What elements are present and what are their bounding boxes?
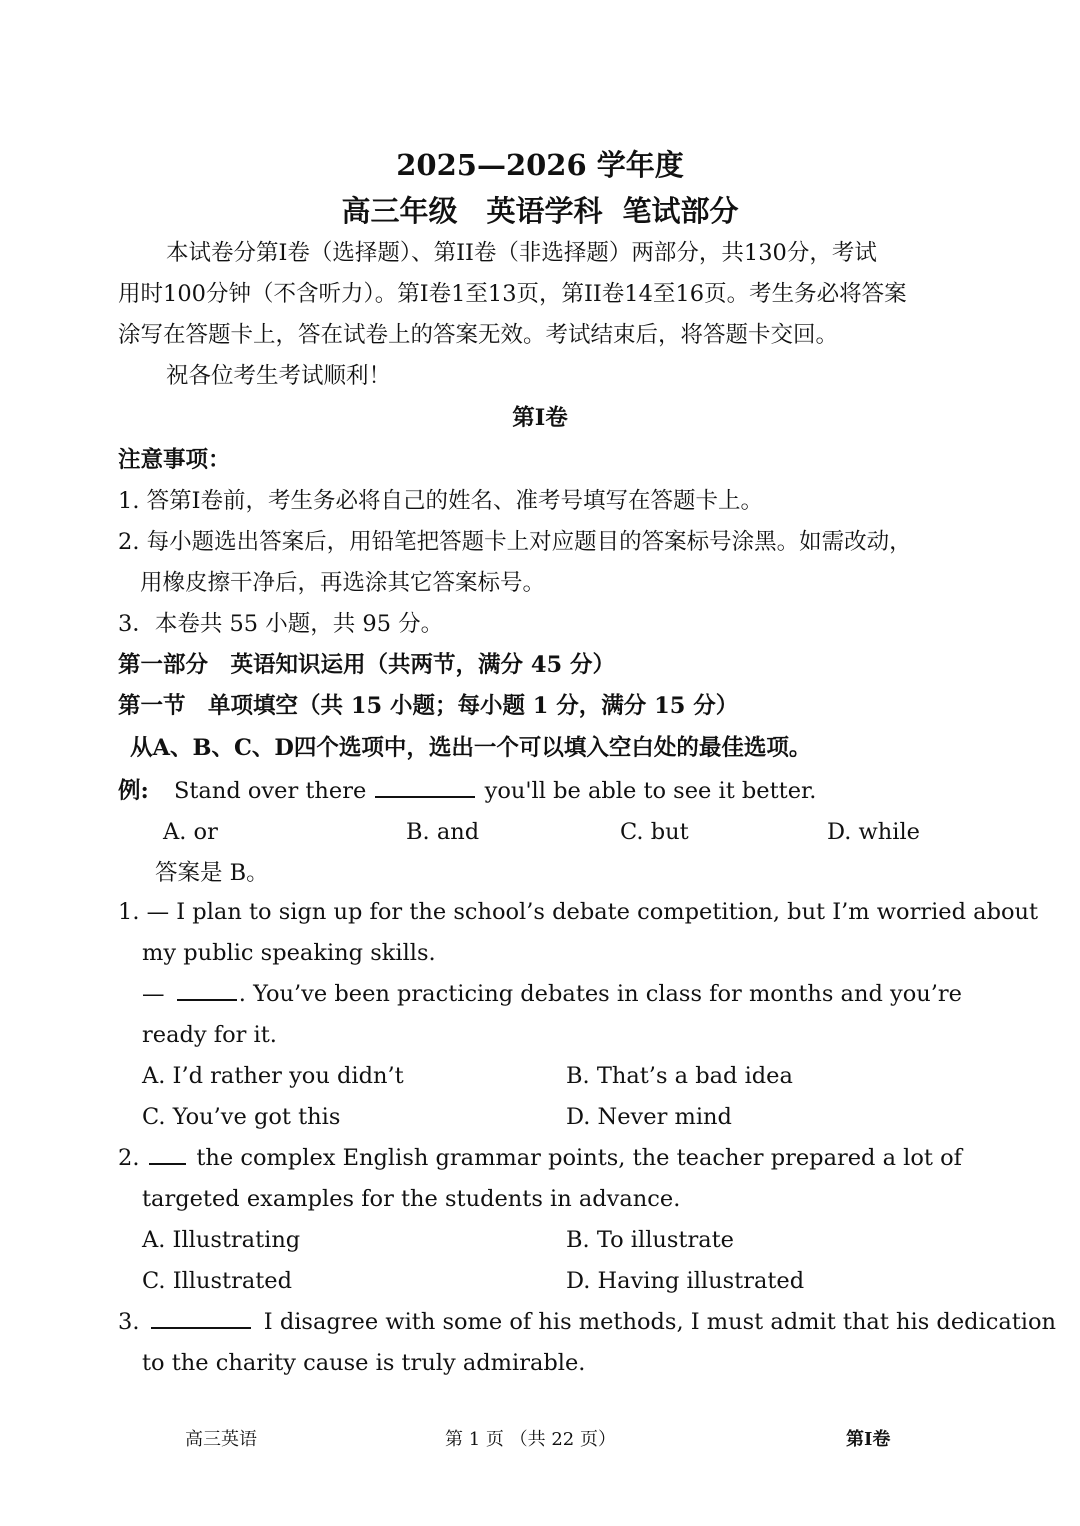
intro-line-2: 用时100分钟（不含听力）。第I卷1至13页，第II卷14至16页。考生务必将答案 [118,281,907,307]
section-heading: 第I卷 [512,405,568,431]
question-2-line-1 [118,1143,962,1173]
question-2-option-a: A. Illustrating [142,1227,301,1253]
question-1-line-3-text: . You’ve been practicing debates in class for months and you’re [238,981,962,1007]
title-year: 2025—2026 学年度 [396,148,684,182]
question-1-blank [177,981,237,1001]
example-option-a: A. or [163,819,218,845]
question-3-line-2: to the charity cause is truly admirable. [142,1350,586,1376]
part1-heading: 第一部分 英语知识运用（共两节，满分 45 分） [118,652,615,678]
intro-line-1: 本试卷分第I卷（选择题）、第II卷（非选择题）两部分，共130分，考试 [166,240,877,266]
title-subject: 高三年级 英语学科 笔试部分 [341,194,739,228]
question-3-number: 3. [118,1309,140,1335]
intro-line-4: 祝各位考生考试顺利！ [166,363,392,389]
question-1-option-d: D. Never mind [566,1104,732,1130]
question-3-line-1 [118,1307,1056,1337]
question-2-option-d: D. Having illustrated [566,1268,805,1294]
question-2-option-c: C. Illustrated [142,1268,293,1294]
example-text-before: Stand over there [173,778,367,804]
question-2-blank [149,1145,186,1165]
part1-section1-heading: 第一节 单项填空（共 15 小题；每小题 1 分，满分 15 分） [118,693,739,719]
example-blank [375,778,475,798]
intro-line-3: 涂写在答题卡上，答在试卷上的答案无效。考试结束后，将答题卡交回。 [118,322,839,348]
example-line [118,776,816,806]
question-2-option-b: B. To illustrate [566,1227,734,1253]
notes-item-2-line-2: 用橡皮擦干净后，再选涂其它答案标号。 [140,570,546,596]
question-1-dash: — [142,981,165,1007]
part1-instruction: 从A、B、C、D四个选项中，选出一个可以填入空白处的最佳选项。 [130,735,812,761]
example-text-after: you'll be able to see it better. [484,778,817,804]
question-1-line-3 [142,979,962,1009]
question-1-line-2: my public speaking skills. [142,940,436,966]
question-3-blank [151,1309,251,1329]
question-1-option-b: B. That’s a bad idea [566,1063,793,1089]
question-2-number: 2. [118,1145,140,1171]
footer-right: 第I卷 [846,1429,891,1450]
question-1-option-c: C. You’ve got this [142,1104,341,1130]
example-option-d: D. while [827,819,920,845]
question-2-line-1-text: the complex English grammar points, the teacher prepared a lot of [196,1145,962,1171]
footer-page-number: 第 1 页 （共 22 页） [445,1429,616,1450]
question-1-line-4: ready for it. [142,1022,277,1048]
example-option-b: B. and [406,819,480,845]
example-answer: 答案是 B。 [155,860,269,886]
question-2-line-2: targeted examples for the students in advance. [142,1186,681,1212]
notes-item-2-line-1: 2. 每小题选出答案后，用铅笔把答题卡上对应题目的答案标号涂黑。如需改动， [118,529,912,555]
example-option-c: C. but [620,819,689,845]
example-label: 例: [118,778,149,804]
notes-item-3: 3．本卷共 55 小题，共 95 分。 [118,611,444,637]
question-1-option-a: A. I’d rather you didn’t [142,1063,404,1089]
notes-heading: 注意事项： [118,447,231,473]
question-1-line-1: 1. — I plan to sign up for the school’s debate competition, but I’m worried about [118,899,1039,925]
question-3-line-1-text: I disagree with some of his methods, I must admit that his dedication [263,1309,1057,1335]
notes-item-1: 1. 答第I卷前，考生务必将自己的姓名、准考号填写在答题卡上。 [118,488,764,514]
footer-left: 高三英语 [185,1429,257,1450]
